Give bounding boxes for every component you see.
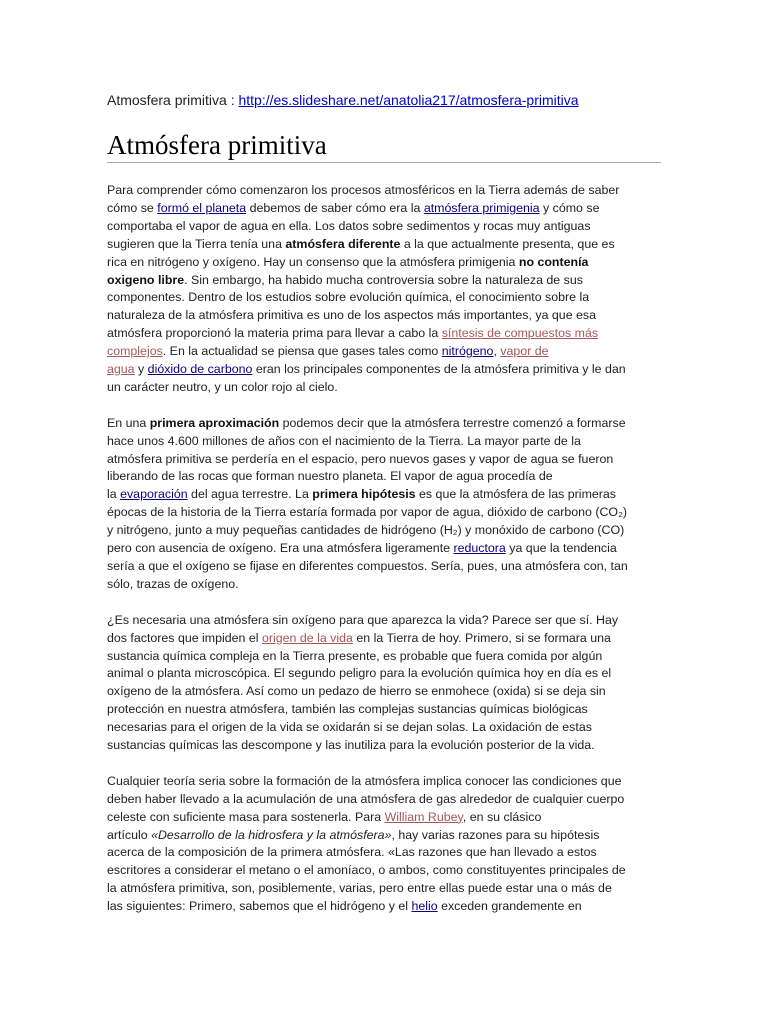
text-segment: escritores a considerar el metano o el amoníaco, o ambos, como constituyentes principales de: [107, 863, 626, 878]
text-segment: necesarias para el origen de la vida se oxidarán si se dejan solas. La oxidación de estas: [107, 720, 592, 735]
text-segment: , en su clásico: [462, 809, 542, 824]
article-body: [107, 182, 667, 934]
text-segment: artículo: [107, 827, 152, 842]
text-segment: sólo, trazas de oxígeno.: [107, 576, 239, 591]
text-segment: cómo se: [107, 200, 158, 215]
text-segment: naturaleza de la atmósfera primitiva es uno de los aspectos más importantes, ya que esa: [107, 308, 597, 323]
inline-link[interactable]: atmósfera primigenia: [423, 200, 540, 215]
text-segment: . Sin embargo, ha habido mucha controversia sobre la naturaleza de sus: [184, 272, 583, 287]
text-line: [107, 182, 667, 200]
text-line: [107, 791, 667, 809]
text-segment: en la Tierra de hoy. Primero, si se formara una: [352, 630, 611, 645]
text-segment: ¿Es necesaria una atmósfera sin oxígeno para que aparezca la vida? Parece ser que sí. Hay: [107, 612, 619, 627]
text-segment: y nitrógeno, junto a muy pequeñas cantidades de hidrógeno (H₂) y monóxido de carbono (CO): [107, 523, 625, 538]
text-line: [107, 236, 667, 254]
inline-link[interactable]: vapor de: [500, 344, 549, 359]
text-line: [107, 683, 667, 701]
text-segment: la atmósfera primitiva, son, posiblemente, varias, pero entre ellas puede estar una o más de: [107, 881, 612, 896]
text-segment: atmósfera primitiva se perdería en el espacio, pero nuevos gases y vapor de agua se fueron: [107, 451, 614, 466]
text-line: [107, 701, 667, 719]
text-line: [107, 576, 667, 594]
text-segment: épocas de la historia de la Tierra estaría formada por vapor de agua, dióxido de carbono (CO₂): [107, 505, 628, 520]
text-segment: un carácter neutro, y un color rojo al cielo.: [107, 379, 338, 394]
text-line: [107, 773, 667, 791]
text-segment: y: [134, 362, 148, 377]
text-segment: sustancias químicas las descompone y las inutiliza para la evolución posterior de la vida.: [107, 738, 595, 753]
text-line: [107, 558, 667, 576]
text-line: [107, 486, 667, 504]
text-line: [107, 343, 667, 361]
paragraph: [107, 612, 667, 755]
page-title: Atmósfera primitiva: [107, 130, 661, 163]
text-segment: comportaba el vapor de agua en ella. Los datos sobre sedimentos y rocas muy antiguas: [107, 218, 591, 233]
text-segment: liberando de las rocas que forman nuestro planeta. El vapor de agua procedía de: [107, 469, 553, 484]
bold-text: primera hipótesis: [312, 487, 416, 502]
text-line: [107, 254, 667, 272]
text-segment: las siguientes: Primero, sabemos que el hidrógeno y el: [107, 899, 412, 914]
inline-link[interactable]: William Rubey: [384, 809, 463, 824]
text-segment: En una: [107, 415, 150, 430]
text-segment: protección en nuestra atmósfera, también las complejas sustancias químicas biológicas: [107, 702, 588, 717]
inline-link[interactable]: evaporación: [120, 487, 188, 502]
text-segment: es que la atmósfera de las primeras: [415, 487, 616, 502]
text-segment: hace unos 4.600 millones de años con el nacimiento de la Tierra. La mayor parte de la: [107, 433, 581, 448]
text-segment: a la que actualmente presenta, que es: [400, 236, 615, 251]
text-segment: exceden grandemente en: [437, 899, 582, 914]
text-line: [107, 648, 667, 666]
text-segment: . En la actualidad se piensa que gases tales como: [162, 344, 442, 359]
text-segment: dos factores que impiden el: [107, 630, 262, 645]
text-line: [107, 451, 667, 469]
text-line: [107, 272, 667, 290]
bold-text: primera aproximación: [149, 415, 280, 430]
text-line: [107, 433, 667, 451]
text-line: [107, 361, 667, 379]
text-line: [107, 844, 667, 862]
text-line: [107, 540, 667, 558]
text-segment: ya que la tendencia: [505, 541, 617, 556]
text-line: [107, 307, 667, 325]
text-segment: del agua terrestre. La: [187, 487, 313, 502]
text-line: [107, 719, 667, 737]
text-segment: la: [107, 487, 121, 502]
text-segment: Para comprender cómo comenzaron los procesos atmosféricos en la Tierra además de saber: [107, 183, 620, 197]
text-line: [107, 200, 667, 218]
inline-link[interactable]: helio: [411, 899, 438, 914]
text-line: [107, 289, 667, 307]
text-segment: pero con ausencia de oxígeno. Era una atmósfera ligeramente: [107, 541, 454, 556]
text-segment: sustancia química compleja en la Tierra presente, es probable que fuera comida por algún: [107, 648, 603, 663]
text-line: [107, 880, 667, 898]
inline-link[interactable]: complejos: [107, 344, 163, 359]
bold-text: no contenía: [518, 254, 589, 269]
text-line: [107, 827, 667, 845]
text-line: [107, 218, 667, 236]
inline-link[interactable]: síntesis de compuestos más: [441, 326, 599, 341]
text-line: [107, 415, 667, 433]
text-segment: rica en nitrógeno y oxígeno. Hay un consenso que la atmósfera primigenia: [107, 254, 519, 269]
text-segment: ,: [493, 344, 501, 359]
bold-text: atmósfera diferente: [285, 236, 401, 251]
text-line: [107, 612, 667, 630]
text-segment: oxígeno de la atmósfera. Así como un pedazo de hierro se enmohece (oxida) si se deja sin: [107, 684, 606, 699]
source-url-link[interactable]: http://es.slideshare.net/anatolia217/atmosfera-primitiva: [238, 92, 579, 108]
text-line: [107, 665, 667, 683]
text-segment: animal o planta microscópica. El segundo peligro para la evolución química hoy en día es el: [107, 666, 612, 681]
inline-link[interactable]: origen de la vida: [261, 630, 353, 645]
text-line: [107, 468, 667, 486]
paragraph: [107, 182, 667, 397]
text-segment: debemos de saber cómo era la: [246, 200, 424, 215]
paragraph: [107, 773, 667, 916]
text-line: [107, 325, 667, 343]
source-line: [107, 92, 579, 109]
text-line: [107, 809, 667, 827]
text-segment: celeste con suficiente masa para sostenerla. Para: [107, 809, 385, 824]
paragraph: [107, 415, 667, 594]
text-segment: podemos decir que la atmósfera terrestre comenzó a formarse: [279, 415, 626, 430]
source-label: Atmosfera primitiva :: [107, 92, 239, 108]
text-segment: y cómo se: [539, 200, 600, 215]
text-segment: sugieren que la Tierra tenía una: [107, 236, 286, 251]
text-segment: Cualquier teoría seria sobre la formación de la atmósfera implica conocer las condiciones que: [107, 773, 622, 788]
text-line: [107, 504, 667, 522]
inline-link[interactable]: nitrógeno: [441, 344, 494, 359]
text-line: [107, 522, 667, 540]
bold-text: oxigeno libre: [107, 272, 185, 287]
text-segment: atmósfera proporcionó la materia prima para llevar a cabo la: [107, 326, 442, 341]
italic-text: «Desarrollo de la hidrosfera y la atmósfera»: [151, 827, 392, 842]
text-segment: eran los principales componentes de la atmósfera primitiva y le dan: [252, 362, 626, 377]
text-line: [107, 898, 667, 916]
text-segment: , hay varias razones para su hipótesis: [391, 827, 600, 842]
text-segment: deben haber llevado a la acumulación de una atmósfera de gas alrededor de cualquier cuerpo: [107, 791, 625, 806]
text-segment: acerca de la composición de la primera atmósfera. «Las razones que han llevado a estos: [107, 845, 597, 860]
inline-link[interactable]: reductora: [453, 541, 506, 556]
inline-link[interactable]: agua: [107, 362, 135, 377]
text-line: [107, 379, 667, 397]
text-line: [107, 630, 667, 648]
text-segment: sería a que el oxígeno se fijase en diferentes compuestos. Sería, pues, una atmósfera con, tan: [107, 559, 628, 574]
inline-link[interactable]: dióxido de carbono: [147, 362, 253, 377]
inline-link[interactable]: formó el planeta: [157, 200, 247, 215]
text-segment: componentes. Dentro de los estudios sobre evolución química, el conocimiento sobre la: [107, 290, 590, 305]
text-line: [107, 862, 667, 880]
text-line: [107, 737, 667, 755]
